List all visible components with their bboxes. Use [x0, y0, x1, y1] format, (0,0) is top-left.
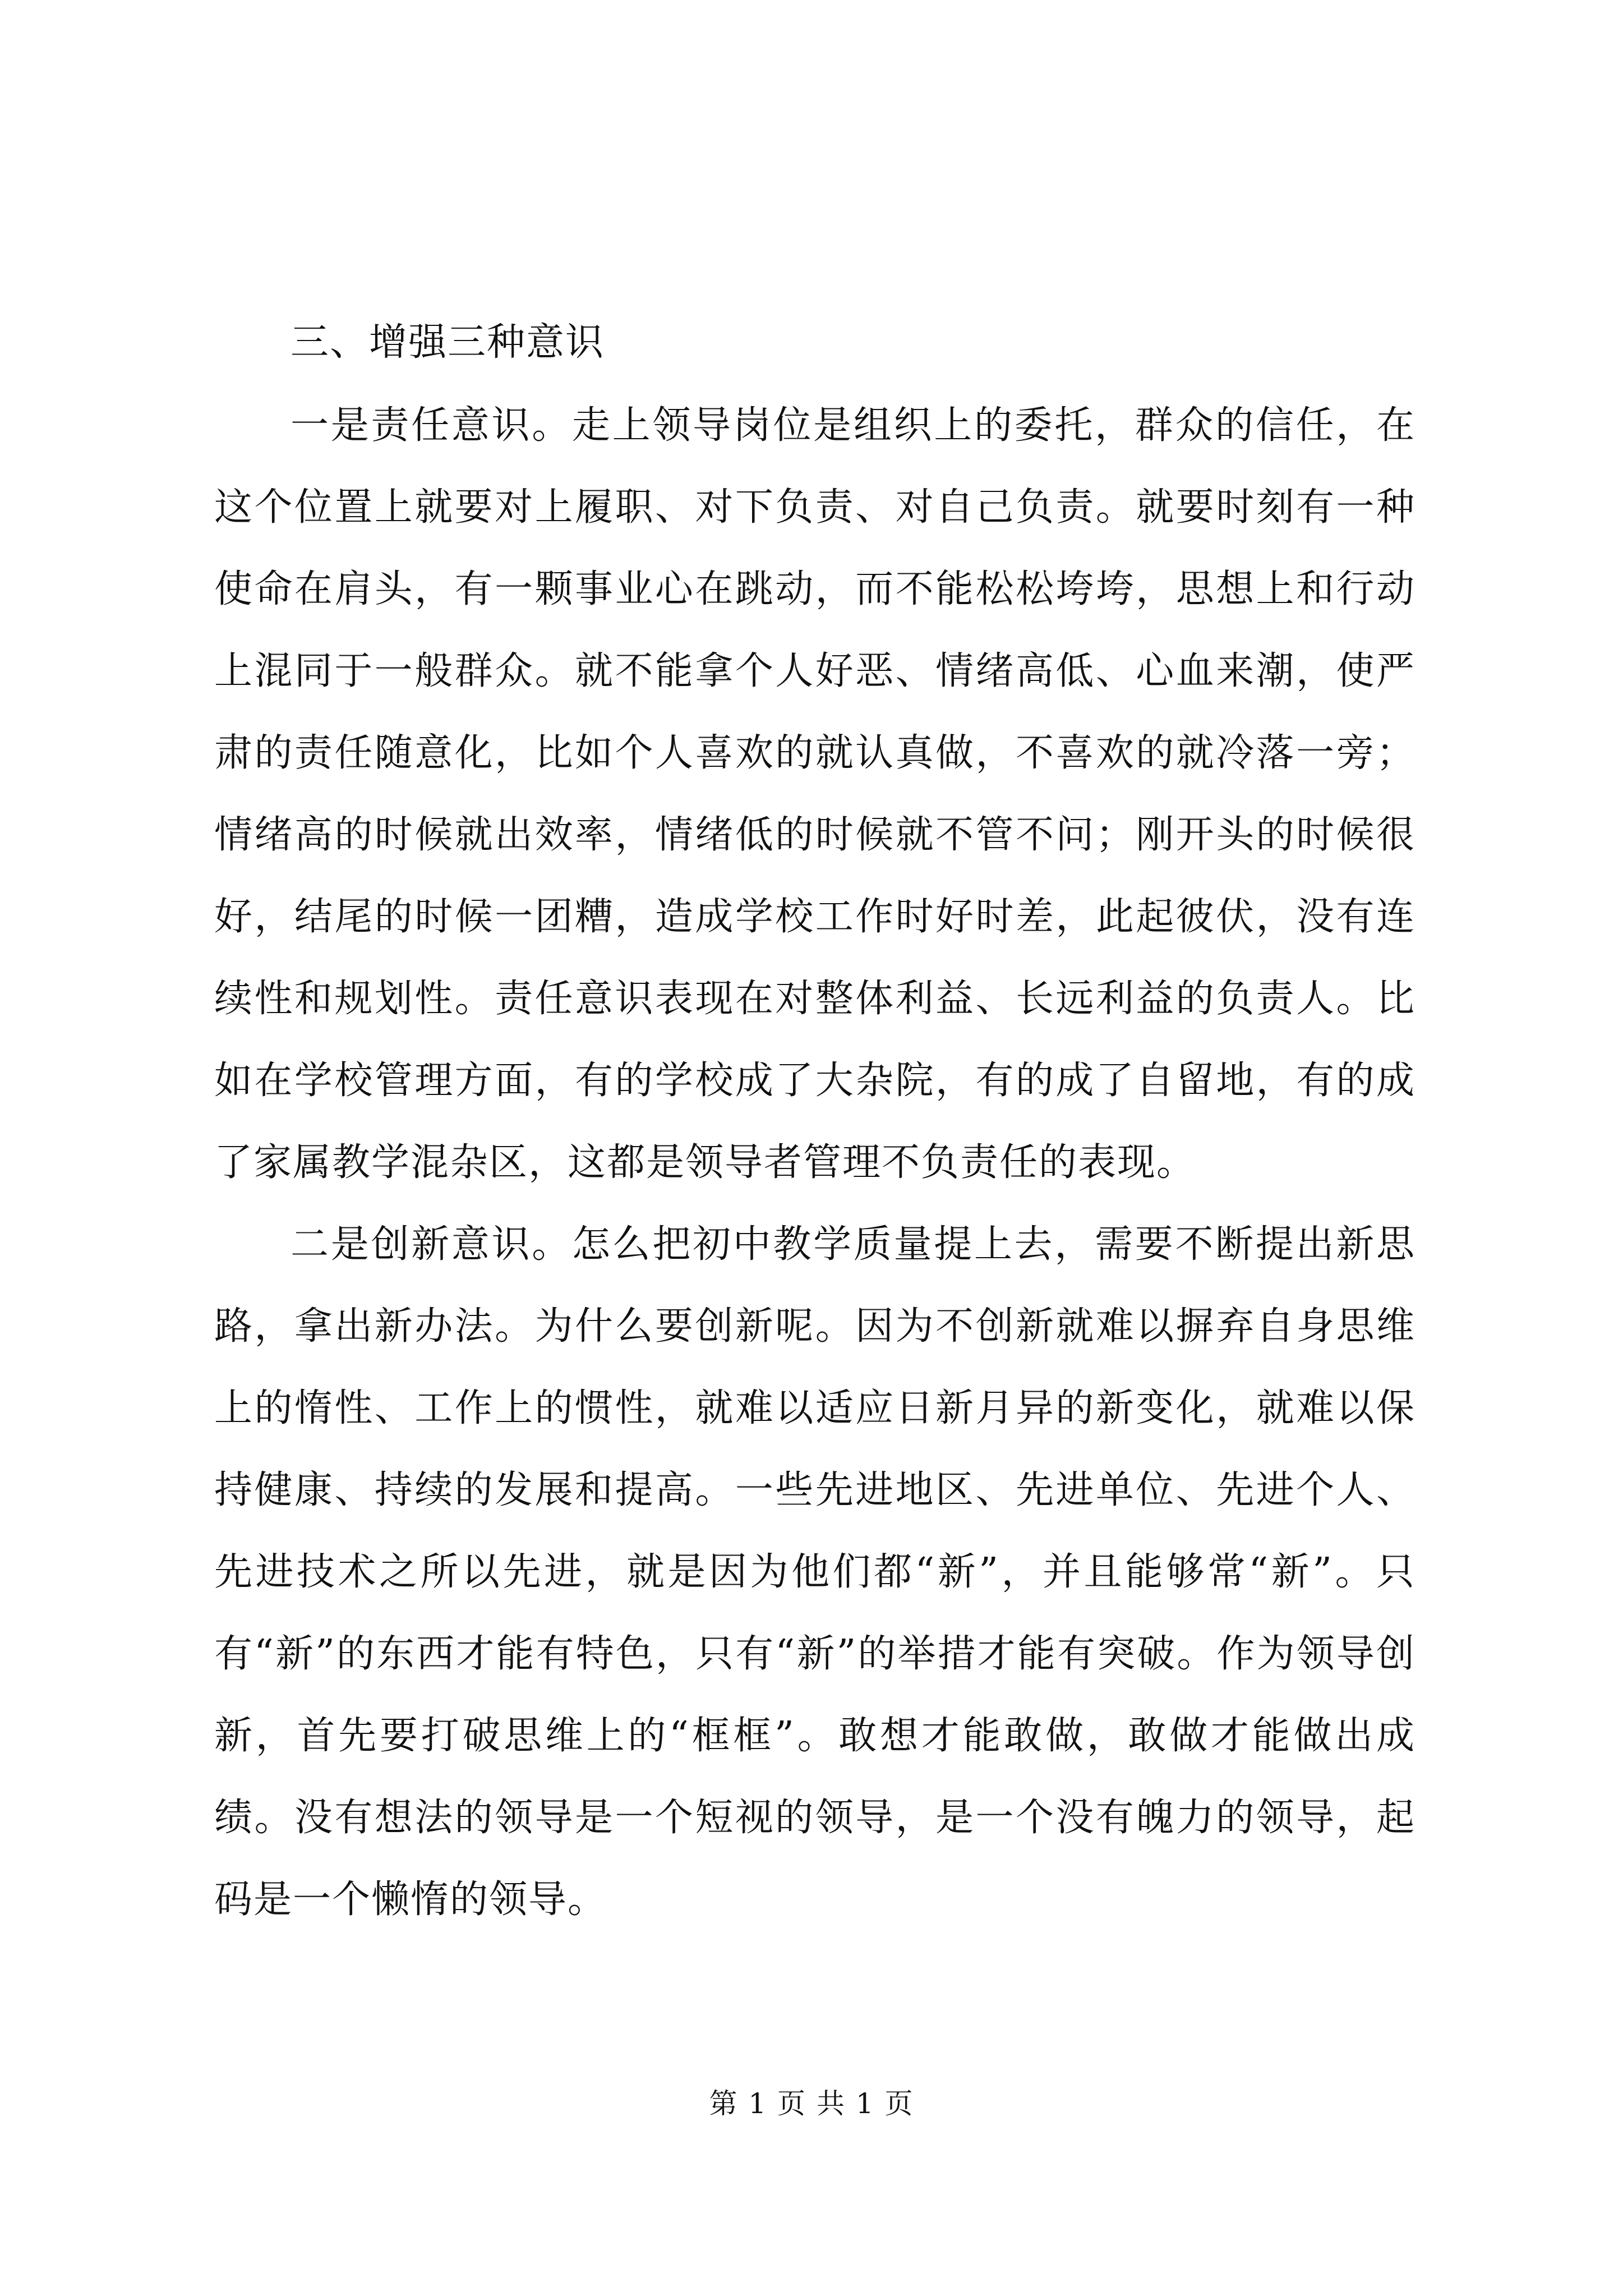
- document-body: [214, 302, 1415, 1941]
- paragraph-responsibility: 一是责任意识。走上领导岗位是组织上的委托，群众的信任，在这个位置上就要对上履职、对下负责、对自己负责。就要时刻有一种使命在肩头，有一颗事业心在跳动，而不能松松垮垮，思想上和行动上混同于一般群众。就不能拿个人好恶、情绪高低、心血来潮，使严肃的责任随意化，比如个人喜欢的就认真做，不喜欢的就冷落一旁；情绪高的时候就出效率，情绪低的时候就不管不问；刚开头的时候很好，结尾的时候一团糟，造成学校工作时好时差，此起彼伏，没有连续性和规划性。责任意识表现在对整体利益、长远利益的负责人。比如在学校管理方面，有的学校成了大杂院，有的成了自留地，有的成了家属教学混杂区，这都是领导者管理不负责任的表现。: [214, 403, 1415, 1185]
- paragraph-innovation: 二是创新意识。怎么把初中教学质量提上去，需要不断提出新思路，拿出新办法。为什么要创新呢。因为不创新就难以摒弃自身思维上的惰性、工作上的惯性，就难以适应日新月异的新变化，就难以保持健康、持续的发展和提高。一些先进地区、先进单位、先进个人、先进技术之所以先进，就是因为他们都“新”，并且能够常“新”。只有“新”的东西才能有特色，只有“新”的举措才能有突破。作为领导创新，首先要打破思维上的“框框”。敢想才能敢做，敢做才能做出成绩。没有想法的领导是一个短视的领导，是一个没有魄力的领导，起码是一个懒惰的领导。: [214, 1222, 1415, 1922]
- page-footer: 第 1 页 共 1 页: [709, 2087, 914, 2120]
- section-heading: 三、增强三种意识: [291, 320, 605, 365]
